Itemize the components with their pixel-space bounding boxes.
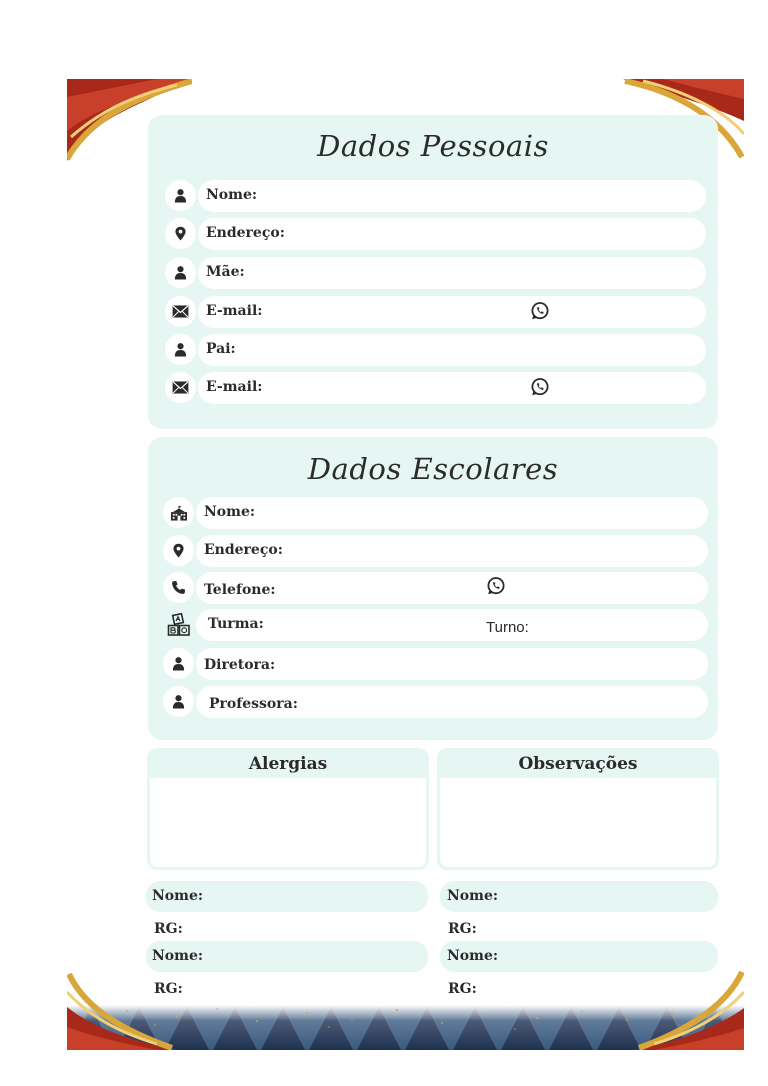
contact-name-field[interactable]	[146, 941, 428, 972]
whatsapp-icon	[530, 377, 550, 397]
principal-label: Diretora:	[204, 657, 276, 673]
father-field[interactable]	[198, 334, 706, 366]
allergies-box	[147, 748, 429, 870]
person-icon	[163, 686, 194, 717]
school-phone-field[interactable]	[196, 572, 708, 604]
ribbon-bottom-right	[634, 970, 744, 1050]
school-data-panel	[148, 437, 718, 740]
mother-email-field[interactable]	[198, 296, 706, 328]
school-icon	[163, 497, 194, 528]
contact-rg-field[interactable]	[148, 915, 428, 939]
mother-field[interactable]	[198, 257, 706, 289]
row-school-name	[148, 497, 718, 529]
notes-box	[437, 748, 719, 870]
row-address	[148, 218, 718, 250]
row-mother-email	[148, 296, 718, 328]
location-pin-icon	[165, 218, 196, 249]
principal-field[interactable]	[196, 648, 708, 680]
shift-label: Turno:	[486, 619, 529, 636]
row-father-email	[148, 372, 718, 404]
personal-data-panel	[148, 115, 718, 429]
person-icon	[165, 334, 196, 365]
row-school-address	[148, 535, 718, 567]
contact-rg-label: RG:	[154, 981, 183, 997]
blocks-icon	[163, 609, 194, 640]
class-label: Turma:	[208, 616, 264, 632]
email-label: E-mail:	[206, 379, 263, 395]
contact-name-field[interactable]	[440, 881, 718, 912]
phone-icon	[163, 572, 194, 603]
envelope-icon	[165, 372, 196, 403]
address-field[interactable]	[198, 218, 706, 250]
teacher-field[interactable]	[196, 686, 708, 718]
personal-title: Dados Pessoais	[317, 129, 549, 163]
contact-name-label: Nome:	[447, 948, 499, 964]
school-name-field[interactable]	[196, 497, 708, 529]
row-class	[148, 609, 718, 641]
person-icon	[163, 648, 194, 679]
name-field[interactable]	[198, 180, 706, 212]
contact-name-label: Nome:	[152, 888, 204, 904]
contact-name-field[interactable]	[146, 881, 428, 912]
contact-rg-label: RG:	[448, 921, 477, 937]
contact-name-label: Nome:	[152, 948, 204, 964]
father-label: Pai:	[206, 341, 236, 357]
contact-rg-field[interactable]	[148, 975, 428, 999]
address-label: Endereço:	[206, 225, 285, 241]
allergies-area[interactable]	[150, 778, 426, 867]
row-mother	[148, 257, 718, 289]
envelope-icon	[165, 296, 196, 327]
father-email-field[interactable]	[198, 372, 706, 404]
allergies-title: Alergias	[248, 754, 328, 774]
person-icon	[165, 257, 196, 288]
email-label: E-mail:	[206, 303, 263, 319]
contact-name-label: Nome:	[447, 888, 499, 904]
school-address-label: Endereço:	[204, 542, 283, 558]
notes-title: Observações	[518, 754, 638, 774]
school-name-label: Nome:	[204, 504, 256, 520]
whatsapp-icon	[530, 301, 550, 321]
ribbon-bottom-left	[67, 972, 177, 1050]
teacher-label: Professora:	[209, 696, 298, 712]
person-icon	[165, 180, 196, 211]
contact-name-field[interactable]	[440, 941, 718, 972]
location-pin-icon	[163, 535, 194, 566]
contact-rg-label: RG:	[154, 921, 183, 937]
row-school-phone	[148, 572, 718, 604]
notes-area[interactable]	[440, 778, 716, 867]
class-field[interactable]	[196, 609, 708, 641]
mother-label: Mãe:	[206, 264, 245, 280]
contact-rg-field[interactable]	[442, 915, 718, 939]
row-mother-name	[148, 180, 718, 212]
row-principal	[148, 648, 718, 680]
whatsapp-icon	[486, 576, 506, 596]
school-title: Dados Escolares	[307, 452, 559, 486]
school-address-field[interactable]	[196, 535, 708, 567]
phone-label: Telefone:	[204, 582, 276, 598]
row-teacher	[148, 686, 718, 718]
row-father	[148, 334, 718, 366]
contact-rg-label: RG:	[448, 981, 477, 997]
name-label: Nome:	[206, 187, 258, 203]
